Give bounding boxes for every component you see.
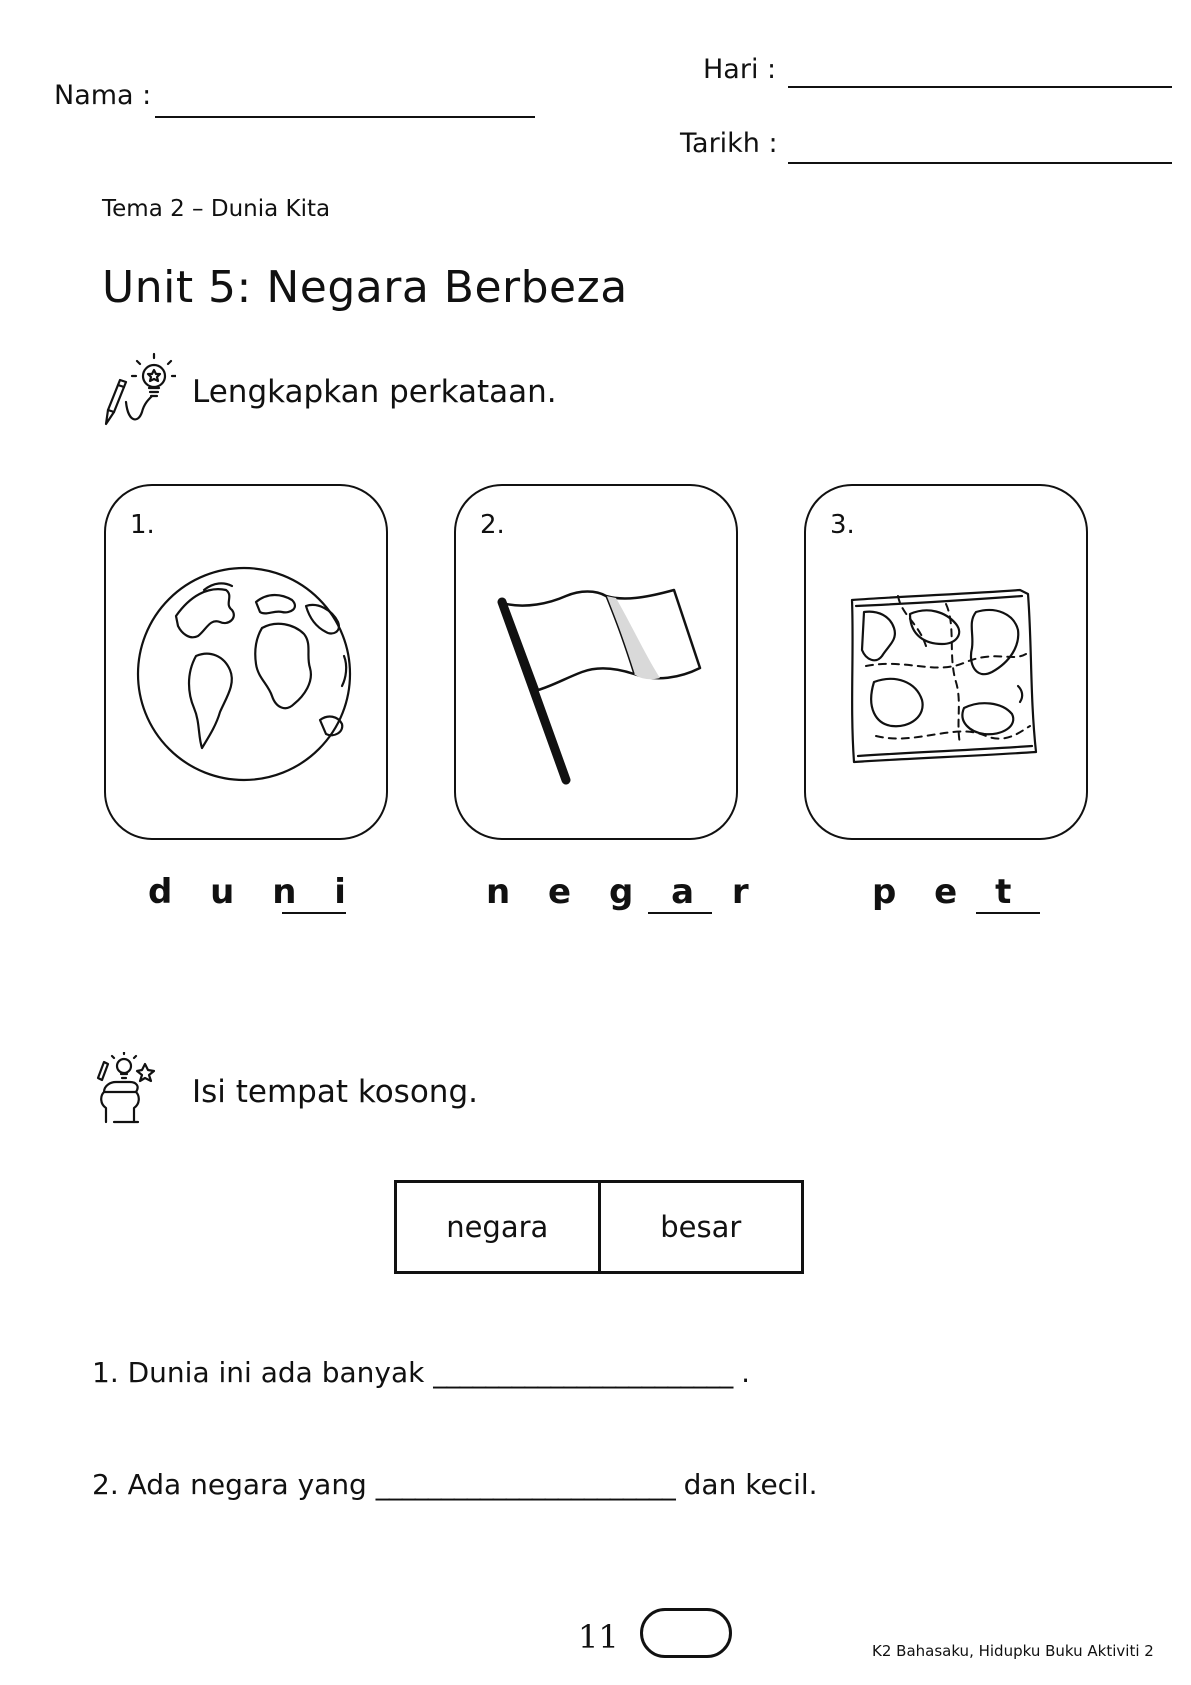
picture-card-3 <box>804 484 1088 840</box>
word-negar: n e g a r <box>486 872 762 912</box>
word-blank-3[interactable] <box>976 912 1040 914</box>
instruction-fill-blanks: Isi tempat kosong. <box>192 1074 478 1110</box>
picture-card-1 <box>104 484 388 840</box>
sentence-text: . <box>732 1356 751 1389</box>
flag-icon <box>456 486 740 842</box>
pencil-lightbulb-icon <box>98 352 176 430</box>
sentence-2 <box>92 1468 818 1501</box>
sentence-blank[interactable]: _______________________ <box>375 1468 675 1501</box>
sentence-text: 2. Ada negara yang <box>92 1468 367 1501</box>
page-title: Unit 5: Negara Berbeza <box>102 262 628 313</box>
name-field[interactable] <box>155 116 535 118</box>
theme-label: Tema 2 – Dunia Kita <box>102 196 331 222</box>
picture-card-2 <box>454 484 738 840</box>
sentence-text: dan kecil. <box>674 1468 818 1501</box>
word-bank-item-besar: besar <box>598 1183 802 1271</box>
day-label: Hari : <box>703 54 777 85</box>
word-bank-item-negara: negara <box>446 1210 549 1244</box>
word-bank <box>394 1180 804 1274</box>
page-pill <box>640 1608 732 1658</box>
sentence-1 <box>92 1356 750 1389</box>
head-ideas-icon <box>94 1052 156 1124</box>
page-number: 11 <box>578 1618 619 1656</box>
word-blank-1[interactable] <box>282 912 346 914</box>
instruction-complete-words: Lengkapkan perkataan. <box>192 374 557 410</box>
globe-icon <box>106 486 390 842</box>
date-field[interactable] <box>788 162 1172 164</box>
sentence-blank[interactable]: _______________________ <box>433 1356 733 1389</box>
book-title: K2 Bahasaku, Hidupku Buku Aktiviti 2 <box>872 1642 1154 1660</box>
word-blank-2[interactable] <box>648 912 712 914</box>
sentence-text: 1. Dunia ini ada banyak <box>92 1356 425 1389</box>
name-label: Nama : <box>54 80 152 111</box>
word-duni: d u n i <box>148 872 359 912</box>
day-field[interactable] <box>788 86 1172 88</box>
card-number: 1. <box>130 510 155 540</box>
date-label: Tarikh : <box>680 128 778 159</box>
map-icon <box>806 486 1090 842</box>
word-pet: p e t <box>872 872 1025 912</box>
card-number: 2. <box>480 510 505 540</box>
card-number: 3. <box>830 510 855 540</box>
